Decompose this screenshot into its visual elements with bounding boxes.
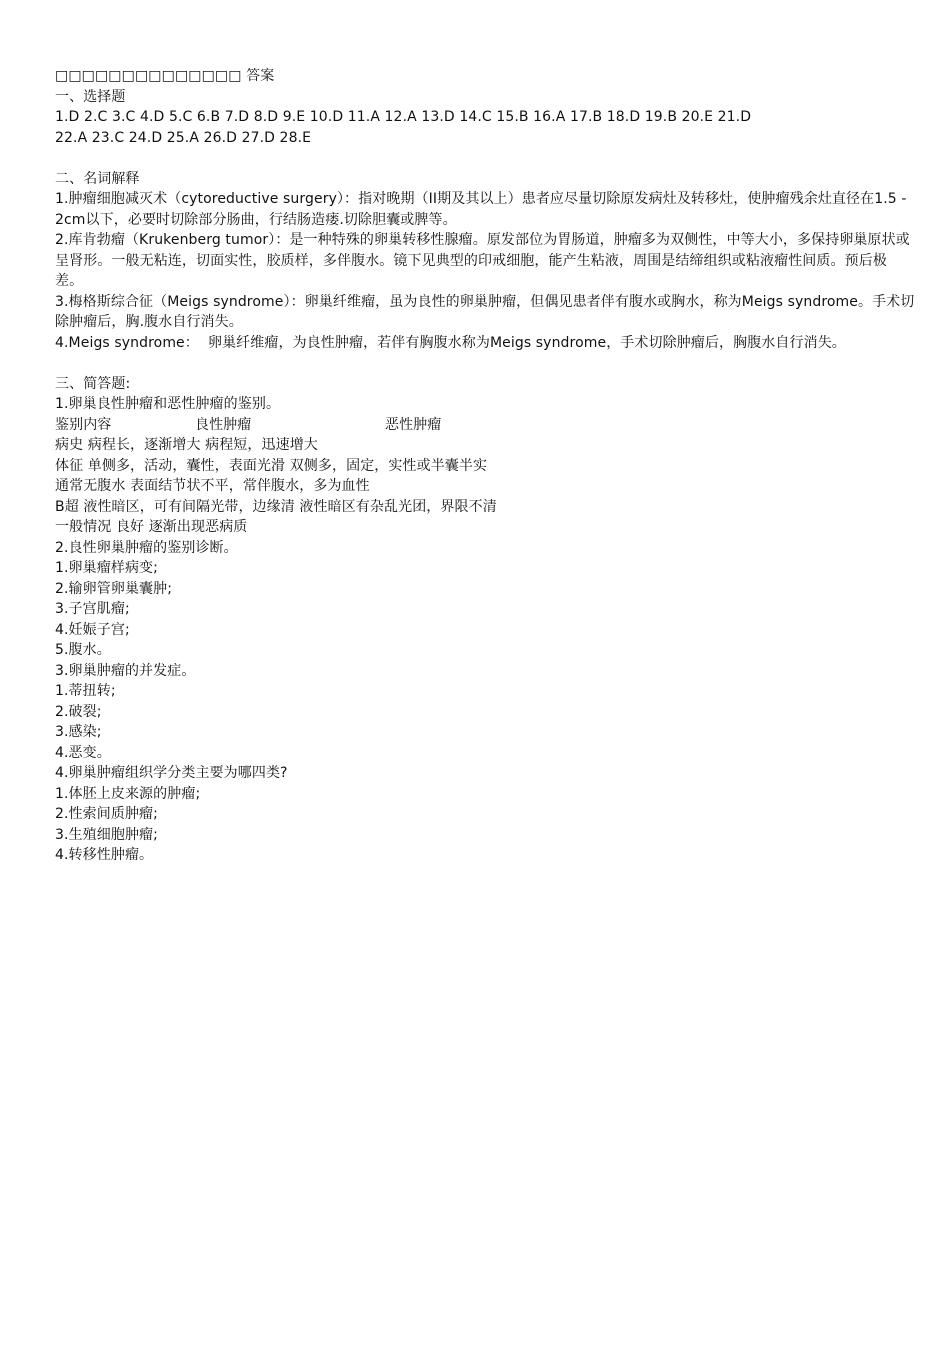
document-page <box>55 66 915 866</box>
question-2-title: 2.良性卵巢肿瘤的鉴别诊断。 <box>55 539 238 556</box>
list-item: 3.生殖细胞肿瘤; <box>55 826 158 843</box>
comparison-row: 一般情况 良好 逐渐出现恶病质 <box>55 519 248 535</box>
list-item: 4.转移性肿瘤。 <box>55 847 154 863</box>
answers-line-1: 1.D 2.C 3.C 4.D 5.C 6.B 7.D 8.D 9.E 10.D 11.A 12.A 13.D 14.C 15.B 16.A 17.B 18.D 19.B 20.E 21.D <box>55 109 752 125</box>
list-item: 3.感染; <box>55 724 102 740</box>
list-item: 2.输卵管卵巢囊肿; <box>55 580 173 597</box>
comparison-row: 体征 单侧多，活动，囊性，表面光滑 双侧多，固定，实性或半囊半实 <box>55 457 488 474</box>
section2-heading: 二、名词解释 <box>55 170 140 187</box>
header-benign: 良性肿瘤 <box>195 416 252 433</box>
question-4-title: 4.卵巢肿瘤组织学分类主要为哪四类? <box>55 765 288 781</box>
list-item: 4.妊娠子宫; <box>55 621 130 638</box>
list-item: 1.蒂扭转; <box>55 683 116 699</box>
list-item: 1.卵巢瘤样病变; <box>55 560 158 576</box>
question-3-title: 3.卵巢肿瘤的并发症。 <box>55 662 196 679</box>
comparison-row: 通常无腹水 表面结节状不平，常伴腹水，多为血性 <box>55 478 370 494</box>
list-item: 5.腹水。 <box>55 642 111 658</box>
list-item: 2.破裂; <box>55 703 102 720</box>
header-criteria: 鉴别内容 <box>55 416 112 433</box>
spacer <box>55 353 915 374</box>
term-definition: 1.肿瘤细胞减灭术（cytoreductive surgery）：指对晚期（II期及其以上）患者应尽量切除原发病灶及转移灶，使肿瘤残余灶直径在1.5 - 2cm以下，必要时切除部分肠曲，行结肠造瘘.切除胆囊或脾等。 <box>55 191 912 228</box>
comparison-row: 病史 病程长，逐渐增大 病程短，迅速增大 <box>55 437 318 453</box>
list-item: 3.子宫肌瘤; <box>55 601 130 617</box>
answers-line-2: 22.A 23.C 24.D 25.A 26.D 27.D 28.E <box>55 129 312 146</box>
term-definition: 3.梅格斯综合征（Meigs syndrome）：卵巢纤维瘤，虽为良性的卵巢肿瘤，但偶见患者伴有腹水或胸水，称为Meigs syndrome。手术切除肿瘤后，胸.腹水自行消失。 <box>55 293 915 330</box>
list-item: 1.体胚上皮来源的肿瘤; <box>55 785 201 802</box>
comparison-header <box>55 415 915 436</box>
term-definition: 2.库肯勃瘤（Krukenberg tumor）：是一种特殊的卵巢转移性腺瘤。原发部位为胃肠道，肿瘤多为双侧性，中等大小，多保持卵巢原状或呈肾形。一般无粘连，切面实性，胶质样，多伴腹水。镜下见典型的印戒细胞，能产生粘液，周围是结缔组织或粘液瘤性间质。预后极差。 <box>55 232 910 289</box>
section1-heading: 一、选择题 <box>55 88 126 105</box>
comparison-row: B超 液性暗区，可有间隔光带，边缘清 液性暗区有杂乱光团，界限不清 <box>55 498 497 515</box>
list-item: 4.恶变。 <box>55 744 111 761</box>
document-title: □□□□□□□□□□□□□□ 答案 <box>55 68 275 84</box>
term-definition: 4.Meigs syndrome： 卵巢纤维瘤，为良性肿瘤，若伴有胸腹水称为Meigs syndrome，手术切除肿瘤后，胸腹水自行消失。 <box>55 334 846 351</box>
header-malignant: 恶性肿瘤 <box>385 416 442 433</box>
spacer <box>55 148 915 169</box>
list-item: 2.性索间质肿瘤; <box>55 806 158 822</box>
section3-heading: 三、简答题: <box>55 375 131 392</box>
question-1-title: 1.卵巢良性肿瘤和恶性肿瘤的鉴别。 <box>55 396 281 412</box>
